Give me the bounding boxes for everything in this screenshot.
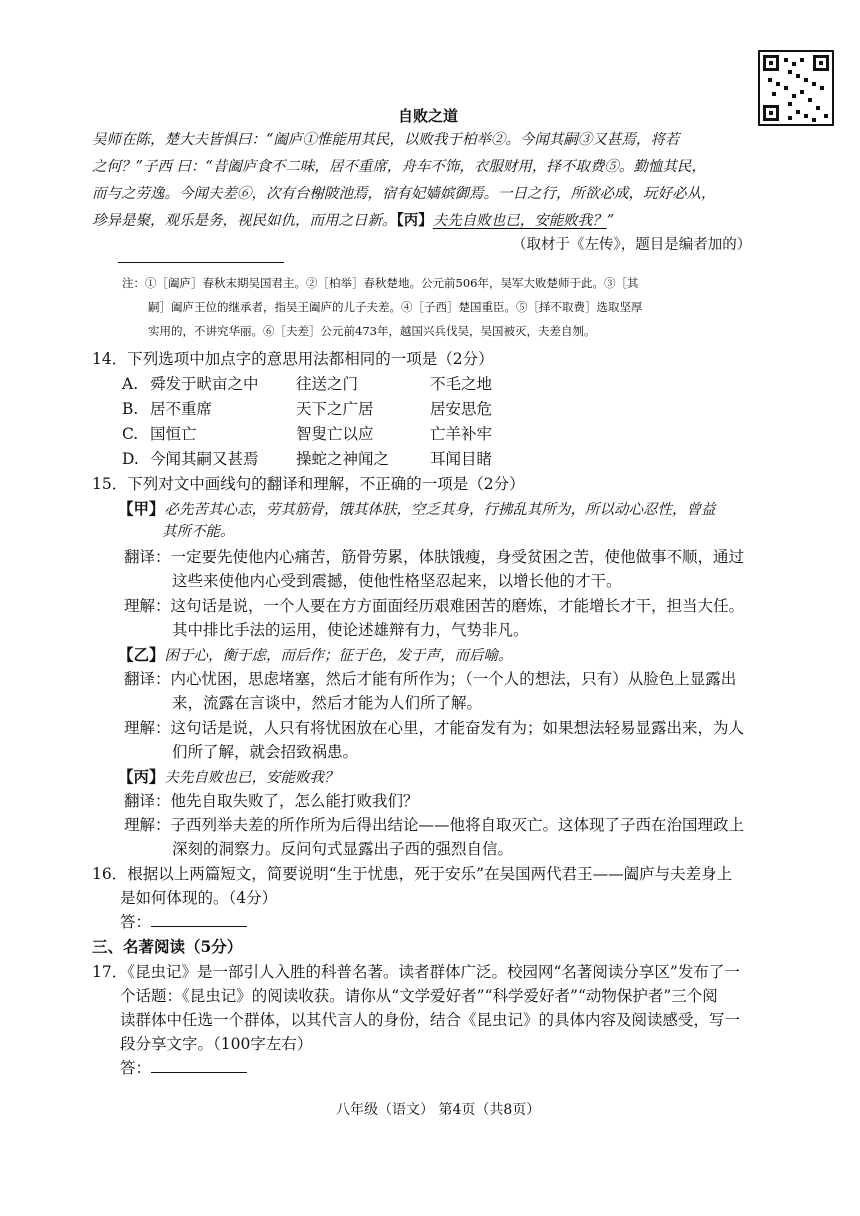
q14-option-d-c1: 今闻其嗣又甚焉 xyxy=(150,450,259,468)
jia-understanding-1: 理解：这句话是说，一个人要在方方面面经历艰难困苦的磨炼，才能增长才干，担当大任。 xyxy=(124,597,745,615)
passage-line-4-text: 珍异是聚，观乐是务，视民如仇，而用之日新。 xyxy=(92,213,397,229)
q16-answer-label: 答： xyxy=(120,913,152,931)
jia-understanding-2: 其中排比手法的运用，使论述雄辩有力，气势非凡。 xyxy=(172,621,529,639)
yi-marker: 【乙】 xyxy=(118,645,165,664)
q16-stem-2: 是如何体现的。（4分） xyxy=(120,889,278,907)
q14-option-d-label: D. xyxy=(122,450,139,468)
q17-stem-2: 个话题：《昆虫记》的阅读收获。请你从“文学爱好者”“科学爱好者”“动物保护者”三个阅 xyxy=(120,987,718,1005)
passage-line-1: 吴师在陈，楚大夫皆惧曰：“阖庐①惟能用其民，以败我于柏举②。今闻其嗣③又甚焉，将若 xyxy=(92,132,680,148)
q15-yi xyxy=(118,643,513,668)
q14-option-c-label: C. xyxy=(122,425,139,443)
q15-jia xyxy=(118,497,716,522)
bing-marker: 【丙】 xyxy=(396,212,433,229)
q14-stem: 14．下列选项中加点字的意思用法都相同的一项是（2分） xyxy=(92,350,494,368)
q17-answer xyxy=(120,1056,247,1080)
q14-option-b-c1: 居不重席 xyxy=(150,400,213,418)
underlined-sentence: 夫先自败也已，安能败我？ xyxy=(432,213,607,229)
q14-option-a-label: A. xyxy=(122,375,139,393)
bing-translation: 翻译：他先自取失败了，怎么能打败我们？ xyxy=(124,792,419,810)
q15-stem: 15．下列对文中画线句的翻译和理解，不正确的一项是（2分） xyxy=(92,475,525,493)
jia-sentence-1: 必先苦其心志，劳其筋骨，饿其体肤，空乏其身，行拂乱其所为，所以动心忍性，曾益 xyxy=(164,502,716,518)
section-3-heading: 三、名著阅读（5分） xyxy=(92,937,243,956)
q14-option-b-c2: 天下之广居 xyxy=(296,400,374,418)
note-line-3: 实用的，不讲究华丽。⑥［夫差］公元前473年，越国兴兵伐吴，吴国被灭，夫差自刎。 xyxy=(148,324,596,338)
q14-option-a-c1 xyxy=(150,372,259,396)
bing-sentence: 夫先自败也已，安能败我？ xyxy=(164,770,339,786)
jia-translation-1: 翻译：一定要先使他内心痛苦，筋骨劳累，体肤饿瘦，身受贫困之苦，使他做事不顺，通过 xyxy=(124,548,745,566)
q14-option-d-c3: 耳闻目睹 xyxy=(430,450,493,468)
passage-line-3: 而与之劳逸。今闻夫差⑥，次有台榭陂池焉，宿有妃嫱嫔御焉。一日之行，所欲必成，玩好必从， xyxy=(92,186,716,202)
passage-line-4 xyxy=(92,209,614,233)
page-footer: 八年级（语文） 第4页（共8页） xyxy=(336,1102,541,1118)
yi-translation-1: 翻译：内心忧困，思虑堵塞，然后才能有所作为；（一个人的想法，只有）从脸色上显露出 xyxy=(124,670,737,688)
q17-stem-3: 读群体中任选一个群体，以其代言人的身份，结合《昆虫记》的具体内容及阅读感受，写一 xyxy=(120,1011,741,1029)
qr-code-icon xyxy=(758,50,834,126)
q16-stem-1: 16．根据以上两篇短文，简要说明“生于忧患，死于安乐”在吴国两代君王——阖庐与夫差身上 xyxy=(92,865,733,883)
q14-option-a-c2: 往送之门 xyxy=(296,375,359,393)
yi-understanding-2: 们所了解，就会招致祸患。 xyxy=(172,743,359,761)
closing-quote: ” xyxy=(606,213,615,229)
yi-translation-2: 来，流露在言谈中，然后才能为人们所了解。 xyxy=(172,694,483,712)
q14-a-c1-text: 舜发于畎亩之中 xyxy=(150,375,259,393)
jia-translation-2: 这些来使他内心受到震撼，使他性格坚忍起来，以增长他的才干。 xyxy=(172,572,622,590)
q16-answer xyxy=(120,910,247,934)
bing-label: 【丙】 xyxy=(118,767,165,786)
yi-understanding-1: 理解：这句话是说，人只有将忧困放在心里，才能奋发有为；如果想法轻易显露出来，为人 xyxy=(124,719,745,737)
q14-option-c-c2: 智叟亡以应 xyxy=(296,425,374,443)
q14-option-d-c2: 操蛇之神闻之 xyxy=(296,450,390,468)
yi-sentence: 困于心，衡于虑，而后作；征于色，发于声，而后喻。 xyxy=(164,648,513,664)
q17-stem-4: 段分享文字。（100字左右） xyxy=(120,1035,313,1053)
q16-answer-blank[interactable] xyxy=(151,912,247,927)
q14-option-b-c3: 居安思危 xyxy=(430,400,493,418)
jia-sentence-2: 其所不能。 xyxy=(162,524,235,540)
footnote-divider xyxy=(118,262,284,263)
q15-bing xyxy=(118,765,339,790)
note-line-1: 注：①［阖庐］春秋末期吴国君主。②［柏举］春秋楚地。公元前506年，吴军大败楚师于此。③［其 xyxy=(122,276,639,290)
passage-line-2: 之何？”子西 曰：“昔阖庐食不二味，居不重席，舟车不饰，衣服财用，择不取费⑤。勤恤其民， xyxy=(92,159,706,175)
q14-option-c-c1: 国恒亡 xyxy=(150,425,197,443)
q17-answer-blank[interactable] xyxy=(151,1058,247,1073)
q14-option-a-c3: 不毛之地 xyxy=(430,375,493,393)
bing-understanding-2: 深刻的洞察力。反问句式显露出子西的强烈自信。 xyxy=(172,840,514,858)
q14-option-b-label: B. xyxy=(122,400,139,418)
jia-marker: 【甲】 xyxy=(118,499,165,518)
q17-stem-1: 17．《昆虫记》是一部引人入胜的科普名著。读者群体广泛。校园网“名著阅读分享区”发布了一 xyxy=(92,963,740,981)
passage-title: 自败之道 xyxy=(398,107,459,125)
bing-understanding-1: 理解：子西列举夫差的所作所为后得出结论——他将自取灭亡。这体现了子西在治国理政上 xyxy=(124,816,745,834)
q14-option-c-c3: 亡羊补牢 xyxy=(430,425,493,443)
note-line-2: 嗣］阖庐王位的继承者，指吴王阖庐的儿子夫差。④［子西］楚国重臣。⑤［择不取费］选取坚厚 xyxy=(148,300,643,314)
passage-source: （取材于《左传》，题目是编者加的） xyxy=(512,237,752,253)
q17-answer-label: 答： xyxy=(120,1059,152,1077)
